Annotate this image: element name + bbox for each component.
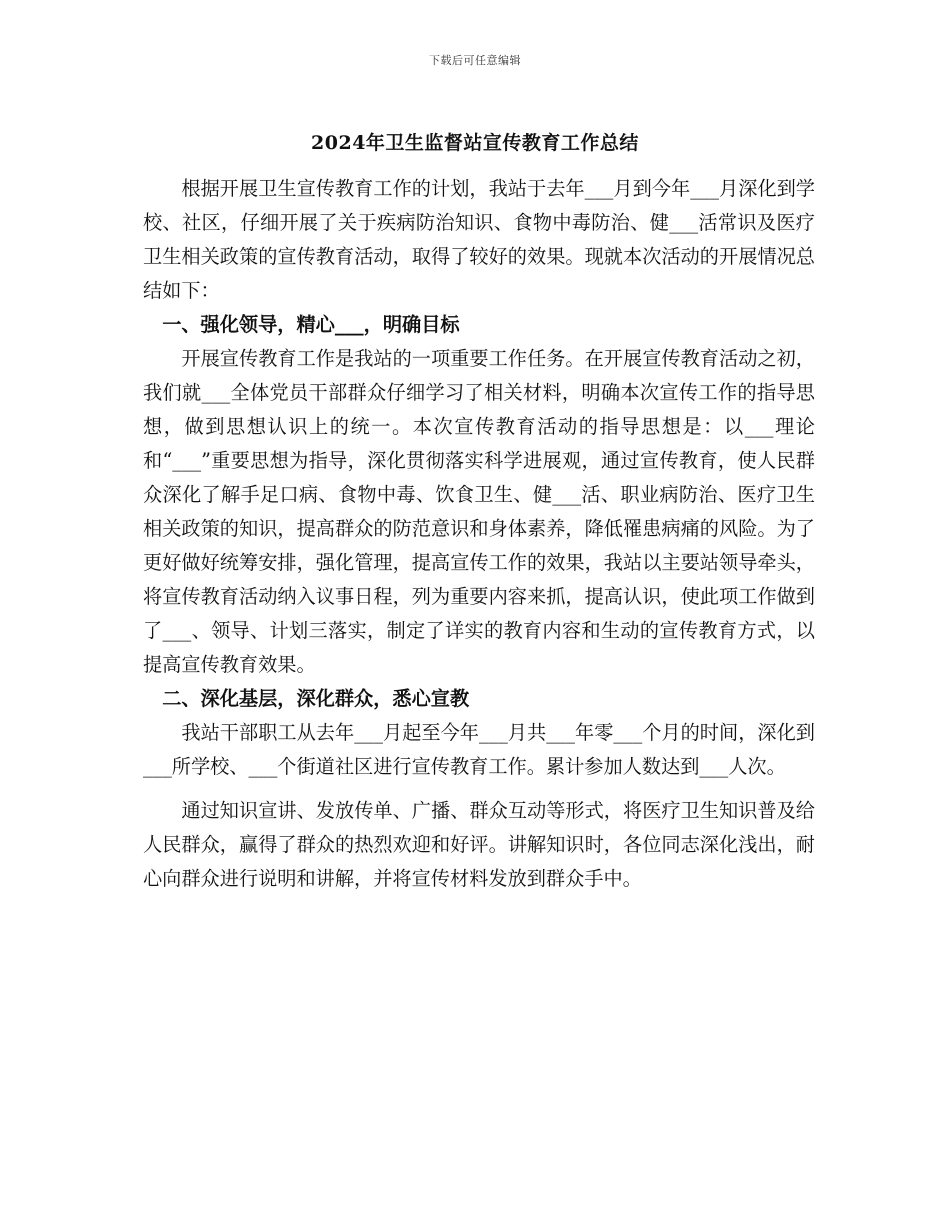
section-2-paragraph-1: 我站干部职工从去年___月起至今年___月共___年零___个月的时间，深化到___所学校、___个街道社区进行宣传教育工作。累计参加人数达到___人次。 (143, 721, 815, 778)
document-title: 2024年卫生监督站宣传教育工作总结 (311, 132, 639, 154)
section-1-heading: 一、强化领导，精心___，明确目标 (162, 313, 460, 336)
page-header-note: 下载后可任意编辑 (429, 54, 521, 67)
section-1-paragraph: 开展宣传教育工作是我站的一项重要工作任务。在开展宣传教育活动之初，我们就___全体党员干部群众仔细学习了相关材料，明确本次宣传工作的指导思想，做到思想认识上的统一。本次宣传教育活动的指导思想是：以___理论和“___”重要思想为指导，深化贯彻落实科学进展观，通过宣传教育，使人民群众深化了解手足口病、食物中毒、饮食卫生、健___活、职业病防治、医疗卫生相关政策的知识，提高群众的防范意识和身体素养，降低罹患病痛的风险。为了更好做好统筹安排，强化管理，提高宣传工作的效果，我站以主要站领导牵头，将宣传教育活动纳入议事日程，列为重要内容来抓，提高认识，使此项工作做到了___、领导、计划三落实，制定了详实的教育内容和生动的宣传教育方式，以提高宣传教育效果。 (143, 347, 815, 676)
section-2-paragraph-2: 通过知识宣讲、发放传单、广播、群众互动等形式，将医疗卫生知识普及给人民群众，赢得了群众的热烈欢迎和好评。讲解知识时，各位同志深化浅出，耐心向群众进行说明和讲解，并将宣传材料发放到群众手中。 (143, 799, 815, 890)
document-body (143, 172, 815, 896)
section-2-heading: 二、深化基层，深化群众，悉心宣教 (162, 687, 470, 710)
intro-paragraph: 根据开展卫生宣传教育工作的计划，我站于去年___月到今年___月深化到学校、社区，仔细开展了关于疾病防治知识、食物中毒防治、健___活常识及医疗卫生相关政策的宣传教育活动，取得了较好的效果。现就本次活动的开展情况总结如下： (143, 177, 815, 302)
